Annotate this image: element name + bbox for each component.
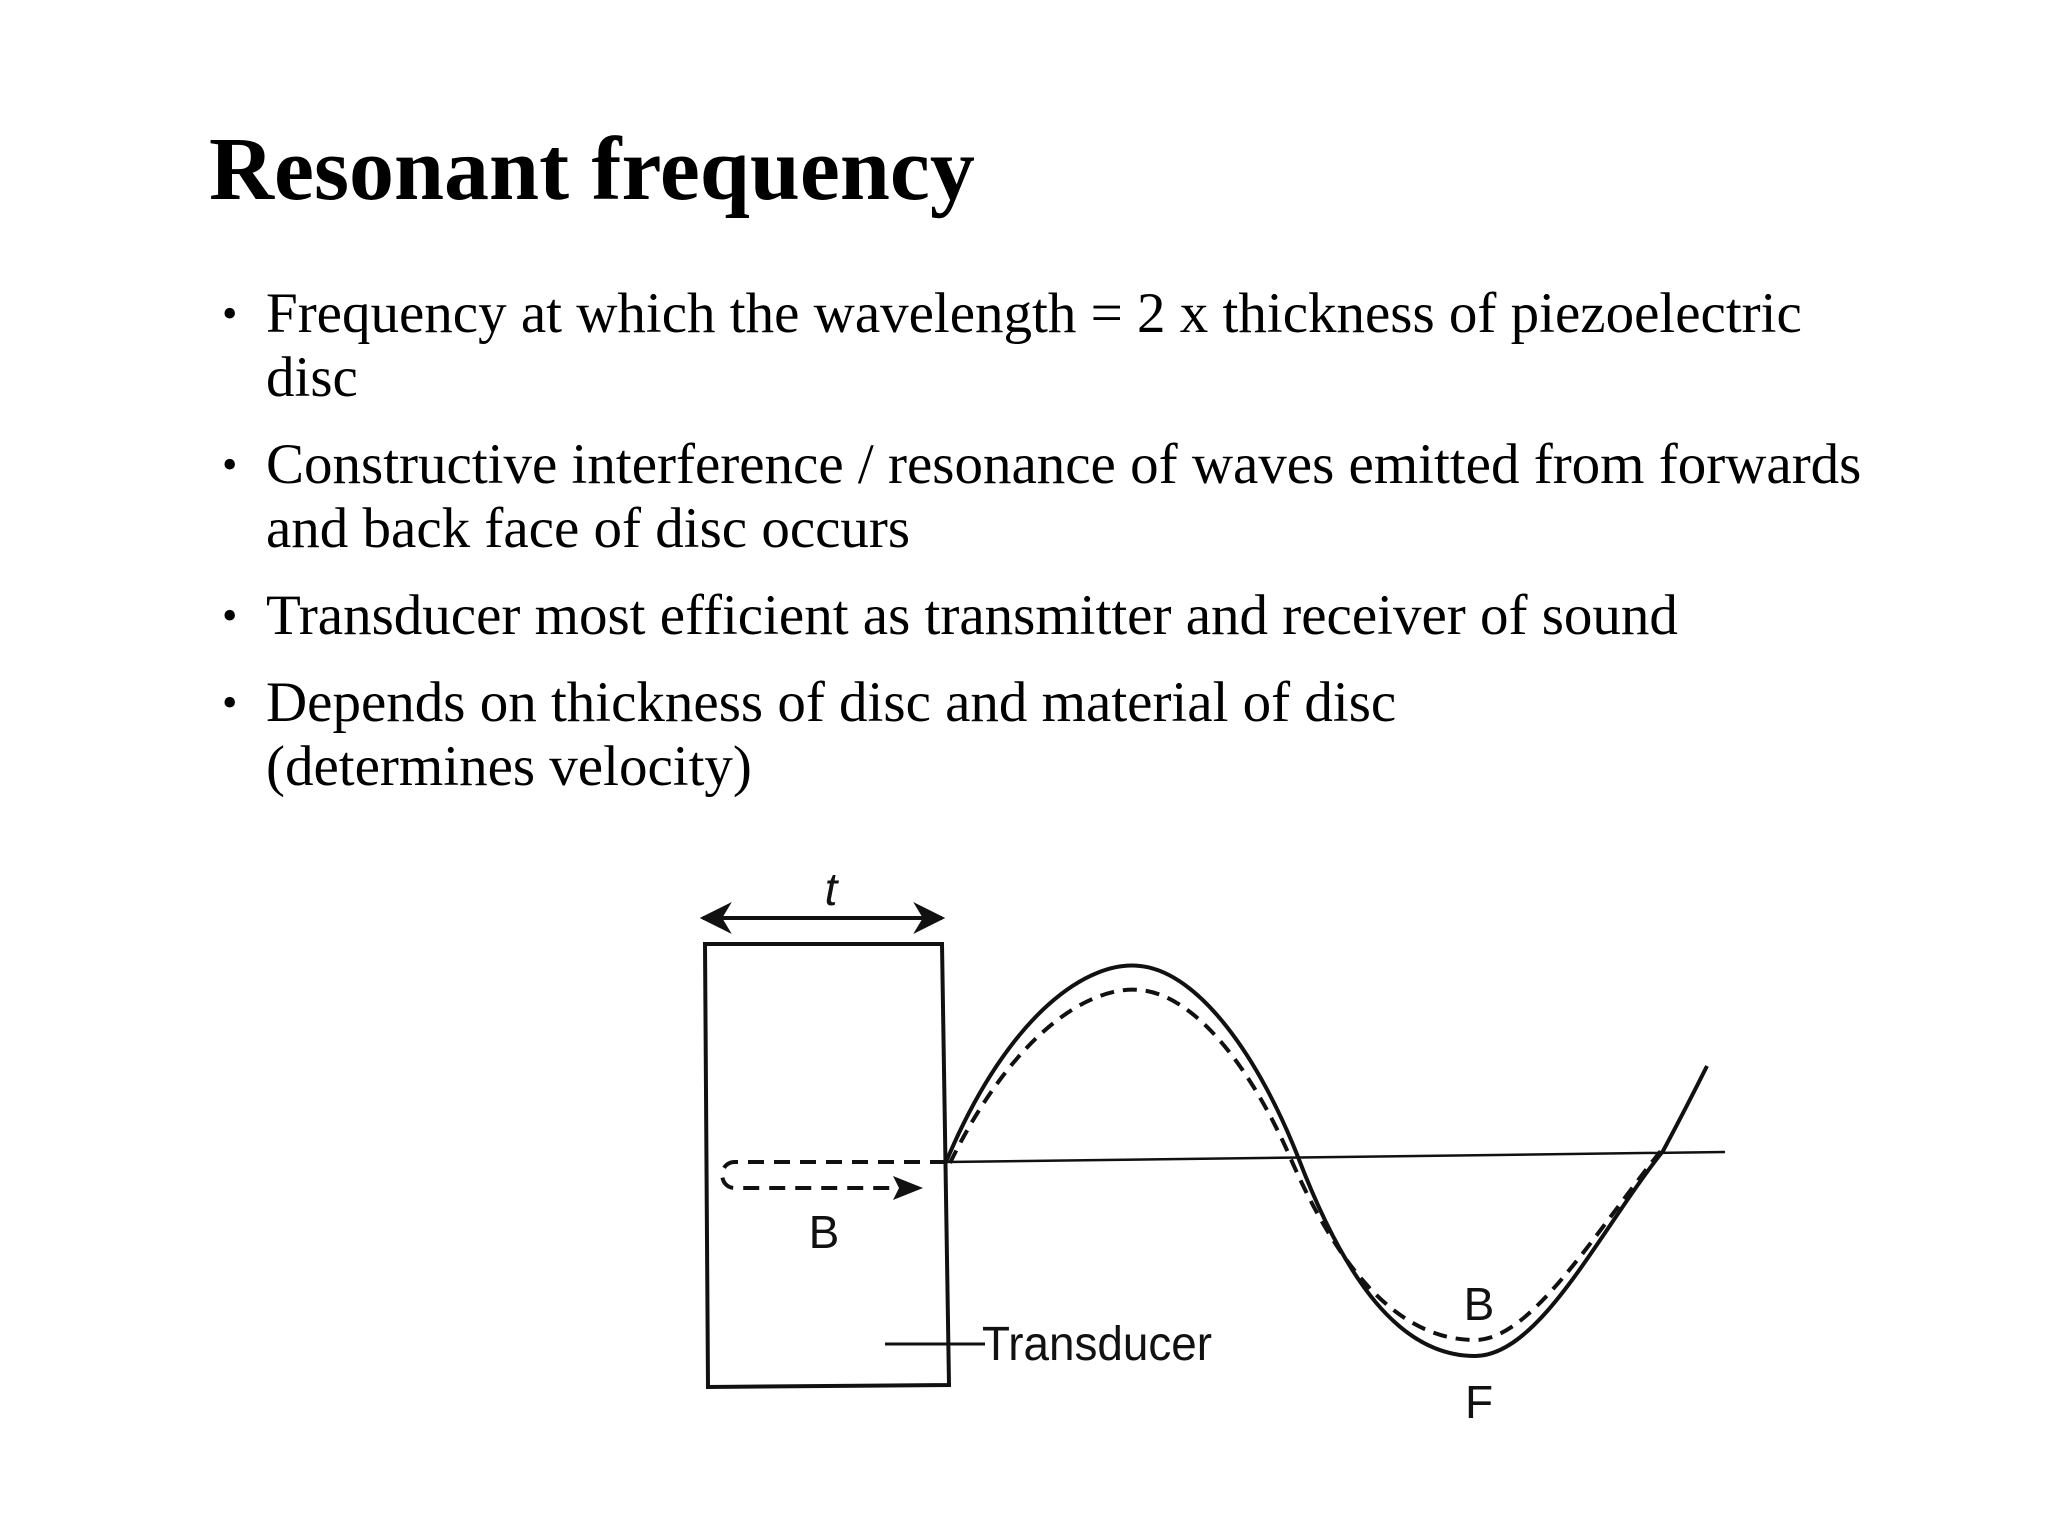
bullet-item-efficiency xyxy=(222,584,2012,648)
thickness-label: t xyxy=(824,863,838,915)
bullet-line: Frequency at which the wavelength = 2 x thickness of piezoelectric xyxy=(266,282,1802,345)
bullet-item-dependence xyxy=(222,671,2012,799)
bullet-line: and back face of disc occurs xyxy=(266,497,911,560)
back-wave-label: B xyxy=(808,1206,840,1258)
slide-title: Resonant frequency xyxy=(209,120,975,219)
front-wave-curve xyxy=(946,966,1707,1356)
bullet-list xyxy=(222,282,2012,822)
bullet-line: Constructive interference / resonance of waves emitted from forwards xyxy=(266,433,1862,496)
bullet-item-wavelength xyxy=(222,282,2012,410)
bullet-line: disc xyxy=(266,346,358,409)
back-wave-curve xyxy=(950,990,1663,1340)
back-wave-arrowhead xyxy=(893,1176,923,1200)
transducer-label: Transducer xyxy=(982,1318,1213,1371)
transducer-disc xyxy=(705,944,949,1387)
axis-line xyxy=(946,1152,1725,1162)
bullet-line: (determines velocity) xyxy=(266,735,752,798)
bullet-item-interference xyxy=(222,433,2012,561)
bullet-line: Transducer most efficient as transmitter and receiver of sound xyxy=(266,584,1678,647)
bullet-marker: • xyxy=(222,440,238,489)
back-wave-path xyxy=(722,1162,946,1188)
front-face-label: F xyxy=(1464,1376,1494,1428)
bullet-marker: • xyxy=(222,591,238,640)
back-face-label: B xyxy=(1463,1278,1495,1330)
bullet-line: Depends on thickness of disc and material of disc xyxy=(266,671,1397,734)
bullet-marker: • xyxy=(222,678,238,727)
bullet-marker: • xyxy=(222,289,238,338)
